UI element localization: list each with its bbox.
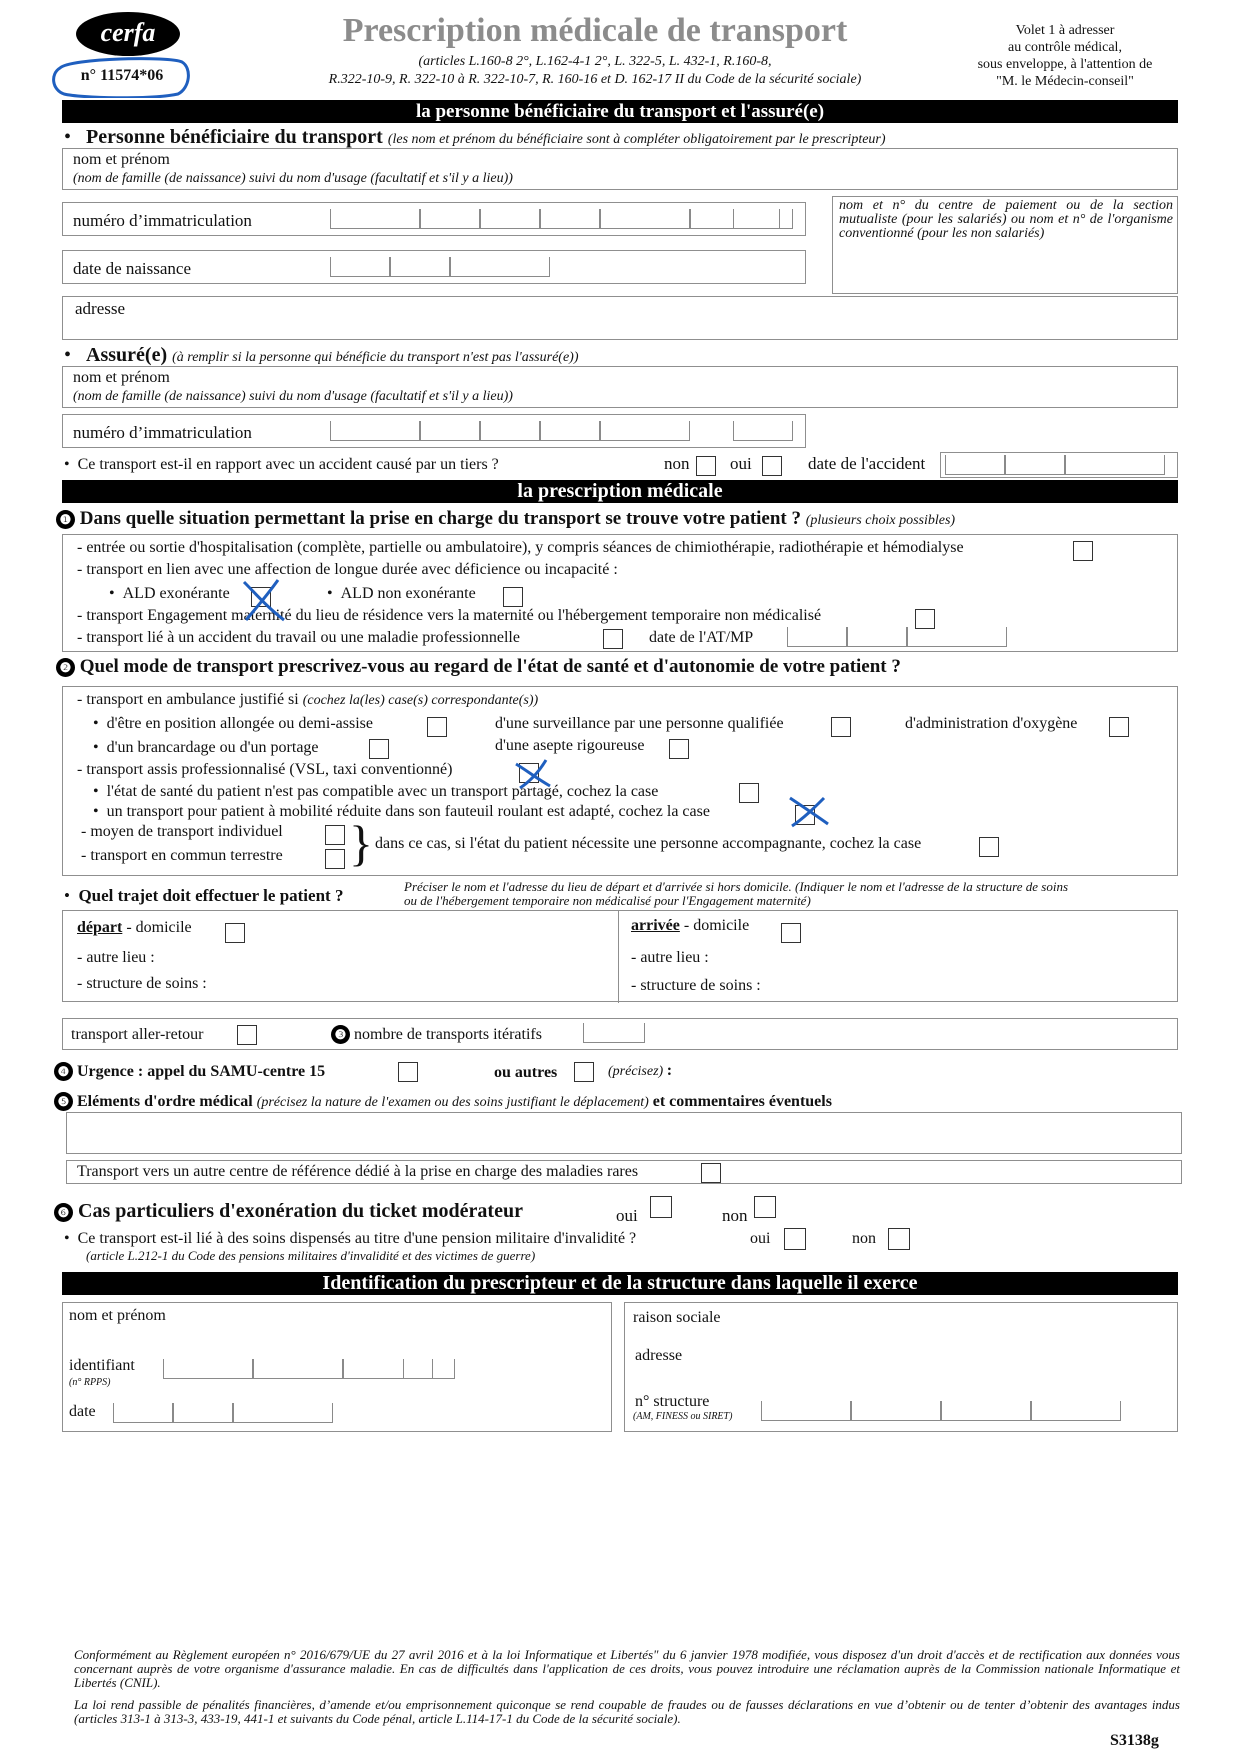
accident-non-checkbox[interactable] (696, 456, 716, 476)
question-1: ❶ Dans quelle situation permettant la prise en charge du transport se trouve votre patient ? (plusieurs choix possibles) (56, 508, 1180, 530)
exo-oui-checkbox[interactable] (650, 1196, 672, 1218)
trip-note: Préciser le nom et l'adresse du lieu de départ et d'arrivée si hors domicile. (Indiquer le nom et l'adresse de la structure de soins ou de l'hébergement temporaire non médicalisé pour l'Engagement maternité) (404, 879, 1068, 908)
at-mp-checkbox[interactable] (603, 629, 623, 649)
immat-cells (330, 209, 420, 229)
pension-non-checkbox[interactable] (888, 1228, 910, 1250)
articles-line-2: R.322-10-9, R. 322-10 à R. 322-10-7, R. 160-16 et D. 162-17 II du Code de la sécurité sociale) (328, 72, 862, 87)
page-title: Prescription médicale de transport (342, 12, 848, 49)
round-trip-checkbox[interactable] (237, 1025, 257, 1045)
insured-heading: • Assuré(e) (à remplir si la personne qui bénéficie du transport n'est pas l'assuré(e)) (64, 344, 579, 366)
companion-checkbox[interactable] (979, 837, 999, 857)
accident-non-label: non (664, 454, 690, 473)
depart-domicile-checkbox[interactable] (225, 923, 245, 943)
allongee-checkbox[interactable] (427, 717, 447, 737)
section-bar-prescription: la prescription médicale (62, 480, 1178, 503)
urgence-row: ❹ Urgence : appel du SAMU-centre 15 (54, 1062, 325, 1081)
exo-oui-label: oui (616, 1206, 638, 1225)
not-shared-checkbox[interactable] (739, 783, 759, 803)
pension-oui-label: oui (750, 1230, 771, 1247)
pension-question: • Ce transport est-il lié à des soins dispensés au titre d'une pension militaire d'invalidité ? (64, 1230, 637, 1247)
exoneration-row: ❻ Cas particuliers d'exonération du ticket modérateur (54, 1200, 523, 1223)
medical-elements-field[interactable] (66, 1112, 1182, 1154)
trip-panel: départ - domicile - autre lieu : - structure de soins : arrivée - domicile - autre lieu : - structure de soins : (62, 910, 1178, 1002)
birth-date-field[interactable]: date de naissance (62, 250, 806, 284)
rpps-cells (163, 1359, 253, 1379)
accident-date-field[interactable] (940, 452, 1178, 478)
volet-notice: Volet 1 à adresser au contrôle médical, sous enveloppe, à l'attention de "M. le Médecin-conseil" (977, 23, 1153, 89)
transport-mode-panel: - transport en ambulance justifié si (cochez la(les) case(s) correspondante(s)) • d'être en position allongée ou demi-assise d'une surveillance par une personne qualifiée d'administration d'oxygène • d'un brancardage ou d'un portage d'une asepte rigoureuse - transport assis professionnalisé (VSL, taxi conventionné) • l'état de santé du patient n'est pas compatible avec un transport partagé, cochez la case • un transport pour patient à mobilité réduite dans son fauteuil roulant est adapté, cochez la case - moyen de transport individuel - transport en commun terrestre } dans ce cas, si l'état du patient nécessite une personne accompagnante, cochez la case (62, 686, 1178, 876)
accident-oui-label: oui (730, 454, 752, 473)
accident-question: • Ce transport est-il en rapport avec un accident causé par un tiers ? (64, 456, 499, 473)
structure-panel: raison sociale adresse n° structure (AM, FINESS ou SIRET) (624, 1302, 1178, 1432)
insured-immat-field[interactable]: numéro d’immatriculation (62, 414, 806, 448)
payment-center-field[interactable]: nom et n° du centre de paiement ou de la section mutualiste (pour les salariés) ou nom et n° de l'organisme conventionné (pour les non salariés) (832, 196, 1178, 294)
prescriber-panel: nom et prénom identifiant (n° RPPS) date (62, 1302, 612, 1432)
articles-line-1: (articles L.160-8 2°, L.162-4-1 2°, L. 322-5, L. 432-1, R.160-8, (418, 54, 772, 69)
maternite-checkbox[interactable] (915, 609, 935, 629)
accident-date-label: date de l'accident (808, 454, 926, 473)
brancardage-checkbox[interactable] (369, 739, 389, 759)
trip-question: • Quel trajet doit effectuer le patient ? (64, 886, 344, 905)
surveillance-checkbox[interactable] (831, 717, 851, 737)
accident-oui-checkbox[interactable] (762, 456, 782, 476)
pension-non-label: non (852, 1230, 876, 1247)
circled-annotation (50, 56, 192, 98)
situation-panel: - entrée ou sortie d'hospitalisation (complète, partielle ou ambulatoire), y compris séances de chimiothérapie, radiothérapie et hémodialyse - transport en lien avec une affection de longue durée avec déficience ou incapacité : • ALD exonérante • ALD non exonérante - transport Engagement maternité du lieu de résidence vers la maternité ou l'hébergement temporaire non médicalisé - transport lié à un accident du travail ou une maladie professionnelle date de l'AT/MP (62, 534, 1178, 652)
address-field[interactable]: adresse (62, 296, 1178, 340)
section-bar-beneficiary: la personne bénéficiaire du transport et l'assuré(e) (62, 100, 1178, 123)
structure-number-cells (761, 1401, 851, 1421)
rare-disease-panel: Transport vers un autre centre de référence dédié à la prise en charge des maladies rares (66, 1160, 1182, 1184)
exo-non-label: non (722, 1206, 748, 1225)
pension-article: (article L.212-1 du Code des pensions militaires d'invalidité et des victimes de guerre) (86, 1248, 536, 1263)
arrivee-domicile-checkbox[interactable] (781, 923, 801, 943)
common-checkbox[interactable] (325, 849, 345, 869)
ald-cross-mark (238, 576, 290, 626)
section-bar-prescriber: Identification du prescripteur et de la structure dans laquelle il exerce (62, 1272, 1178, 1295)
wheelchair-cross-mark (784, 792, 834, 830)
fraud-notice: La loi rend passible de pénalités financières, d’amende et/ou emprisonnement quiconque se rend coupable de fraudes ou de fausses déclarations en vue d’obtenir ou de tenter d’obtenir des avantages indus (articles 313-1 à 313-3, 433-19, 441-1 et suivants du Code pénal, article L.114-17-1 du Code de la sécurité sociale). (74, 1697, 1180, 1726)
form-reference: S3138g (1110, 1732, 1159, 1749)
form-number: n° 11574*06 (80, 67, 164, 84)
at-mp-date-cells (787, 627, 847, 647)
oxygene-checkbox[interactable] (1109, 717, 1129, 737)
elements-row: ❺ Eléments d'ordre médical (précisez la nature de l'examen ou des soins justifiant le déplacement) et commentaires éventuels (54, 1092, 1184, 1111)
cerfa-logo: cerfa (76, 12, 180, 56)
ald-non-exonerante-checkbox[interactable] (503, 587, 523, 607)
samu-checkbox[interactable] (398, 1062, 418, 1082)
question-2: ❷ Quel mode de transport prescrivez-vous au regard de l'état de santé et d'autonomie de votre patient ? (56, 656, 1180, 678)
beneficiary-immat-field[interactable]: numéro d’immatriculation (62, 202, 806, 236)
precisez-label: (précisez) : (608, 1062, 673, 1079)
iterative-count-cells (583, 1023, 645, 1043)
brace: } (349, 815, 373, 871)
prescription-date-cells (113, 1403, 173, 1423)
beneficiary-name-field[interactable]: nom et prénom (nom de famille (de naissance) suivi du nom d'usage (facultatif et s'il y a lieu)) (62, 148, 1178, 190)
hospitalisation-checkbox[interactable] (1073, 541, 1093, 561)
individual-checkbox[interactable] (325, 825, 345, 845)
beneficiary-heading: • Personne bénéficiaire du transport (les nom et prénom du bénéficiaire sont à compléter obligatoirement par le prescripteur) (64, 126, 886, 148)
insured-name-field[interactable]: nom et prénom (nom de famille (de naissance) suivi du nom d'usage (facultatif et s'il y a lieu)) (62, 366, 1178, 408)
ou-autres-checkbox[interactable] (574, 1062, 594, 1082)
pension-oui-checkbox[interactable] (784, 1228, 806, 1250)
gdpr-notice: Conformément au Règlement européen n° 2016/679/UE du 27 avril 2016 et à la loi Informatique et Libertés" du 6 janvier 1978 modifiée, vous disposez d'un droit d'accès et de rectification aux données vous concernant auprès de votre organisme d'assurance maladie. En cas de difficultés dans l'application de ces droits, vous pouvez introduire une réclamation auprès de la Commission nationale Informatique et Libertés (CNIL). (74, 1647, 1180, 1690)
round-trip-panel: transport aller-retour ❸ nombre de transports itératifs (62, 1018, 1178, 1050)
rare-disease-checkbox[interactable] (701, 1163, 721, 1183)
asepsie-checkbox[interactable] (669, 739, 689, 759)
exo-non-checkbox[interactable] (754, 1196, 776, 1218)
vsl-cross-mark (510, 756, 556, 792)
ou-autres-label: ou autres (494, 1064, 558, 1081)
